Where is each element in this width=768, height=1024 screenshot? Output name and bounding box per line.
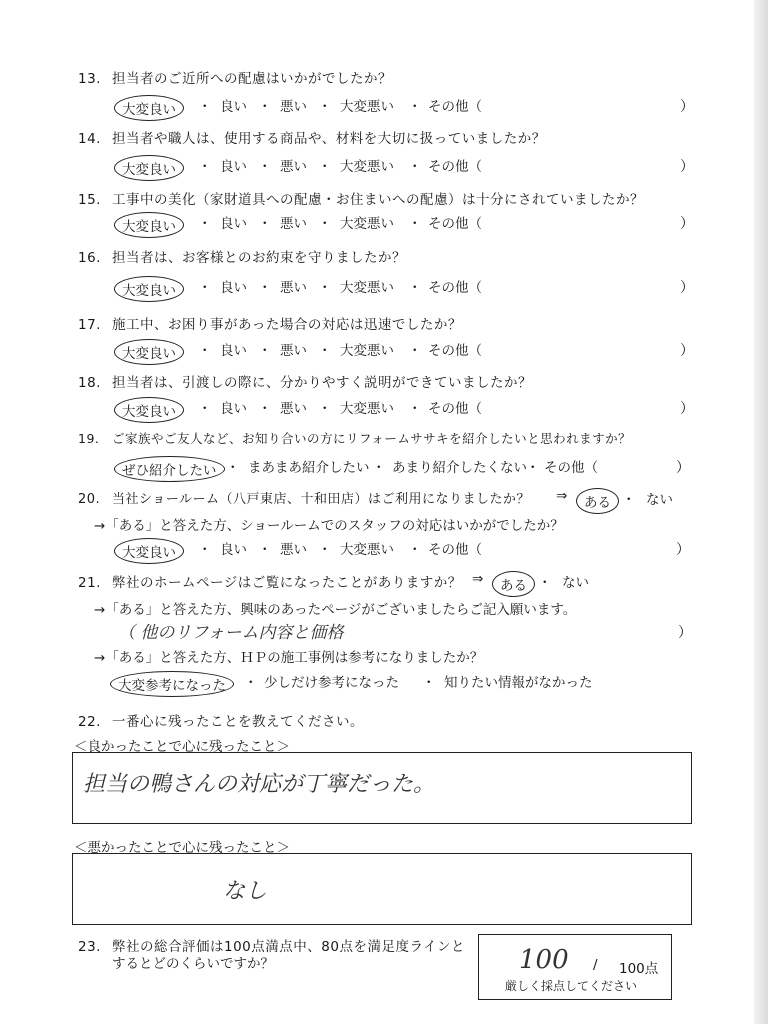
question-19 [78, 429, 631, 447]
good-handwritten-answer: 担当の鴨さんの対応が丁寧だった。 [83, 772, 436, 797]
close-paren: ） [680, 280, 694, 296]
separator: ・ [318, 542, 332, 558]
option-other[interactable]: その他（ [428, 343, 482, 359]
arrow-icon: ⇒ [472, 571, 484, 587]
separator: ・ [408, 401, 422, 417]
option-bad[interactable]: 悪い [280, 542, 307, 558]
option-bad[interactable]: 悪い [280, 99, 307, 115]
separator: ・ [258, 99, 272, 115]
question-text: 当社ショールーム（八戸東店、十和田店）はご利用になりましたか？ [112, 492, 530, 507]
separator: ・ [408, 159, 422, 175]
question-text: 担当者や職人は、使用する商品や、材料を大切に扱っていましたか？ [112, 131, 546, 147]
option-very-good-selected[interactable]: 大変良い [114, 212, 184, 238]
option-very-good-selected[interactable]: 大変良い [114, 155, 184, 181]
close-paren: ） [676, 460, 690, 476]
option-yes-selected[interactable]: ある [492, 571, 535, 597]
question-number: 19. [78, 431, 100, 446]
bad-label: ＜悪かったことで心に残ったこと＞ [74, 840, 290, 856]
score-slash: / [593, 957, 598, 973]
question-18 [78, 371, 532, 391]
separator: ・ [244, 675, 258, 691]
separator: ・ [318, 280, 332, 296]
separator: ・ [198, 99, 212, 115]
separator: ・ [526, 460, 540, 476]
question-text: 担当者は、引渡しの際に、分かりやすく説明ができていましたか？ [112, 375, 532, 391]
option-very-bad[interactable]: 大変悪い [340, 159, 394, 175]
option-no[interactable]: ない [646, 492, 673, 508]
separator: ・ [198, 401, 212, 417]
option-very-bad[interactable]: 大変悪い [340, 343, 394, 359]
separator: ・ [318, 343, 332, 359]
separator: ・ [622, 492, 636, 508]
separator: ・ [318, 401, 332, 417]
option-very-bad[interactable]: 大変悪い [340, 542, 394, 558]
option-other[interactable]: その他（ [428, 280, 482, 296]
separator: ・ [408, 542, 422, 558]
option-other[interactable]: その他（ [428, 99, 482, 115]
option-no-info-wanted[interactable]: 知りたい情報がなかった [444, 675, 593, 691]
option-not-really-recommend[interactable]: あまり紹介したくない [392, 460, 527, 476]
option-bad[interactable]: 悪い [280, 216, 307, 232]
option-very-bad[interactable]: 大変悪い [340, 401, 394, 417]
question-20 [78, 488, 530, 507]
option-good[interactable]: 良い [220, 542, 247, 558]
close-paren: ） [680, 343, 694, 359]
option-other[interactable]: その他（ [428, 542, 482, 558]
separator: ・ [198, 159, 212, 175]
option-bad[interactable]: 悪い [280, 280, 307, 296]
separator: ・ [198, 280, 212, 296]
question-number: 15. [78, 192, 101, 208]
close-paren: ） [680, 99, 694, 115]
score-box[interactable] [478, 934, 672, 1000]
separator: ・ [258, 542, 272, 558]
option-very-good-selected[interactable]: 大変良い [114, 276, 184, 302]
option-good[interactable]: 良い [220, 343, 247, 359]
separator: ・ [226, 460, 240, 476]
option-very-good-selected[interactable]: 大変良い [114, 339, 184, 365]
option-good[interactable]: 良い [220, 401, 247, 417]
option-very-good-selected[interactable]: 大変良い [114, 95, 184, 121]
question-22 [78, 710, 364, 730]
question-number: 21. [78, 575, 101, 591]
separator: ・ [258, 280, 272, 296]
option-other[interactable]: その他（ [428, 216, 482, 232]
score-value: 100 [519, 945, 569, 975]
close-paren: ） [680, 216, 694, 232]
close-paren: ） [678, 625, 692, 641]
question-number: 20. [78, 492, 101, 507]
question-number: 13. [78, 71, 101, 87]
question-text: ご家族やご友人など、お知り合いの方にリフォームササキを紹介したいと思われますか？ [112, 431, 632, 446]
separator: ・ [408, 99, 422, 115]
question-17 [78, 313, 462, 333]
question-text: 一番心に残ったことを教えてください。 [112, 714, 364, 730]
bad-handwritten-answer: なし [223, 879, 268, 904]
score-note: 厳しく採点してください [505, 979, 638, 993]
option-slightly-helpful[interactable]: 少しだけ参考になった [264, 675, 399, 691]
separator: ・ [198, 216, 212, 232]
question-13 [78, 67, 392, 87]
separator: ・ [258, 401, 272, 417]
option-very-helpful-selected[interactable]: 大変参考になった [110, 671, 234, 697]
separator: ・ [258, 159, 272, 175]
option-very-good-selected[interactable]: 大変良い [114, 397, 184, 423]
question-text: 弊社の総合評価は100点満点中、80点を満足度ラインと [112, 939, 466, 955]
option-good[interactable]: 良い [220, 216, 247, 232]
option-very-bad[interactable]: 大変悪い [340, 280, 394, 296]
question-14 [78, 127, 546, 147]
q21-followup-examples: →「ある」と答えた方、ＨＰの施工事例は参考になりましたか？ [94, 650, 484, 666]
question-text: 担当者は、お客様とのお約束を守りましたか？ [112, 250, 406, 266]
score-max: 100点 [619, 961, 659, 977]
separator: ・ [258, 216, 272, 232]
option-good[interactable]: 良い [220, 99, 247, 115]
separator: ・ [408, 216, 422, 232]
option-somewhat-recommend[interactable]: まあまあ紹介したい [248, 460, 370, 476]
option-very-good-selected[interactable]: 大変良い [114, 538, 184, 564]
separator: ・ [198, 542, 212, 558]
separator: ・ [318, 159, 332, 175]
separator: ・ [198, 343, 212, 359]
q21-handwritten-answer[interactable]: （ 他のリフォーム内容と価格 [118, 623, 344, 643]
question-number: 17. [78, 317, 101, 333]
separator: ・ [258, 343, 272, 359]
question-21 [78, 571, 462, 591]
question-16 [78, 246, 406, 266]
question-text: 工事中の美化（家財道具への配慮・お住まいへの配慮）は十分にされていましたか？ [112, 192, 644, 208]
option-bad[interactable]: 悪い [280, 159, 307, 175]
question-text: 担当者のご近所への配慮はいかがでしたか？ [112, 71, 392, 87]
question-number: 23. [78, 939, 101, 955]
question-text: 弊社のホームページはご覧になったことがありますか？ [112, 575, 462, 591]
option-yes-selected[interactable]: ある [576, 488, 619, 514]
separator: ・ [372, 460, 386, 476]
separator: ・ [408, 343, 422, 359]
option-definitely-recommend-selected[interactable]: ぜひ紹介したい [114, 456, 225, 482]
page-edge-shadow [754, 0, 768, 1024]
separator: ・ [318, 216, 332, 232]
q20-followup: →「ある」と答えた方、ショールームでのスタッフの対応はいかがでしたか？ [94, 518, 564, 534]
close-paren: ） [676, 542, 690, 558]
bad-answer-box[interactable] [72, 853, 692, 925]
good-answer-box[interactable] [72, 752, 692, 824]
option-other[interactable]: その他（ [428, 159, 482, 175]
option-other[interactable]: その他（ [544, 460, 598, 476]
separator: ・ [538, 575, 552, 591]
option-bad[interactable]: 悪い [280, 401, 307, 417]
option-very-bad[interactable]: 大変悪い [340, 99, 394, 115]
question-23-line2: するとどのくらいですか？ [112, 956, 274, 972]
separator: ・ [408, 280, 422, 296]
close-paren: ） [680, 401, 694, 417]
option-bad[interactable]: 悪い [280, 343, 307, 359]
option-no[interactable]: ない [562, 575, 589, 591]
option-very-bad[interactable]: 大変悪い [340, 216, 394, 232]
separator: ・ [422, 675, 436, 691]
option-other[interactable]: その他（ [428, 401, 482, 417]
question-number: 18. [78, 375, 101, 391]
question-15 [78, 188, 644, 208]
question-number: 22. [78, 714, 101, 730]
option-good[interactable]: 良い [220, 159, 247, 175]
good-label: ＜良かったことで心に残ったこと＞ [74, 739, 290, 755]
question-text: 施工中、お困り事があった場合の対応は迅速でしたか？ [112, 317, 462, 333]
option-good[interactable]: 良い [220, 280, 247, 296]
close-paren: ） [680, 159, 694, 175]
q21-followup-pages: →「ある」と答えた方、興味のあったページがございましたらご記入願います。 [94, 602, 577, 618]
arrow-icon: ⇒ [556, 488, 568, 504]
separator: ・ [318, 99, 332, 115]
question-number: 16. [78, 250, 101, 266]
question-number: 14. [78, 131, 101, 147]
